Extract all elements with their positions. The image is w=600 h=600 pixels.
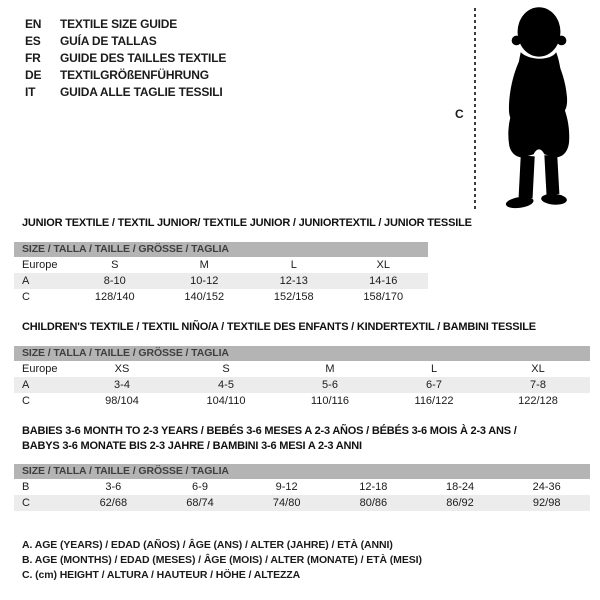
guide-title: TEXTILGRÖßENFÜHRUNG — [60, 67, 209, 82]
age-cell: 9-12 — [275, 481, 298, 493]
language-title-list — [25, 15, 226, 100]
row-label: C — [22, 291, 30, 303]
table-row — [14, 495, 590, 511]
row-label: Europe — [22, 259, 58, 271]
height-cell: 110/116 — [310, 395, 350, 407]
age-cell: 14-16 — [369, 275, 398, 287]
height-measure-label: C — [455, 107, 464, 121]
children-table-title: CHILDREN'S TEXTILE / TEXTIL NIÑO/A / TEXTILE DES ENFANTS / KINDERTEXTIL / BAMBINI TESSILE — [22, 321, 536, 333]
guide-title: GUÍA DE TALLAS — [60, 33, 157, 48]
size-cell: XL — [376, 259, 390, 271]
guide-title: GUIDA ALLE TAGLIE TESSILI — [60, 84, 223, 99]
size-cell: XL — [531, 363, 545, 375]
age-cell: 3-4 — [114, 379, 130, 391]
babies-size-table — [14, 464, 590, 511]
legend-age-years: A. AGE (YEARS) / EDAD (AÑOS) / ÂGE (ANS) / ALTER (JAHRE) / ETÀ (ANNI) — [22, 539, 393, 551]
age-cell: 3-6 — [105, 481, 122, 493]
table-row — [14, 257, 428, 273]
height-cell: 104/110 — [206, 395, 246, 407]
height-cell: 68/74 — [186, 497, 214, 509]
legend-height: C. (cm) HEIGHT / ALTURA / HAUTEUR / HÖHE / ALTEZZA — [22, 569, 301, 581]
size-cell: S — [222, 363, 230, 375]
height-cell: 128/140 — [94, 291, 135, 303]
age-cell: 7-8 — [530, 379, 546, 391]
size-header-bar: SIZE / TALLA / TAILLE / GRÖSSE / TAGLIA — [14, 242, 428, 257]
age-cell: 12-18 — [359, 481, 388, 493]
toddler-silhouette-icon — [490, 4, 588, 210]
age-cell: 6-7 — [426, 379, 442, 391]
table-row — [14, 377, 590, 393]
language-code: FR — [25, 50, 41, 65]
table-row — [14, 361, 590, 377]
language-row — [25, 49, 226, 66]
height-cell: 92/98 — [532, 497, 561, 509]
size-header-bar: SIZE / TALLA / TAILLE / GRÖSSE / TAGLIA — [14, 464, 590, 479]
height-cell: 98/104 — [105, 395, 139, 407]
legend — [22, 538, 422, 583]
language-row — [25, 66, 226, 83]
babies-table-title-line2: BABYS 3-6 MONATE BIS 2-3 JAHRE / BAMBINI 3-6 MESI A 2-3 ANNI — [22, 440, 362, 452]
table-row — [14, 289, 428, 305]
row-label: A — [22, 275, 30, 287]
legend-age-months: B. AGE (MONTHS) / EDAD (MESES) / ÂGE (MOIS) / ALTER (MONATE) / ETÀ (MESI) — [22, 554, 422, 566]
language-code: ES — [25, 33, 41, 48]
junior-table-title: JUNIOR TEXTILE / TEXTIL JUNIOR/ TEXTILE JUNIOR / JUNIORTEXTIL / JUNIOR TESSILE — [22, 217, 472, 229]
height-cell: 116/122 — [414, 395, 454, 407]
age-cell: 5-6 — [322, 379, 338, 391]
height-cell: 158/170 — [363, 291, 404, 303]
guide-title: GUIDE DES TAILLES TEXTILE — [60, 50, 227, 65]
size-cell: M — [199, 259, 209, 271]
age-cell: 18-24 — [445, 481, 475, 493]
row-label: B — [22, 481, 30, 493]
height-cell: 74/80 — [272, 497, 301, 509]
size-cell: L — [430, 363, 438, 375]
height-cell: 62/68 — [99, 497, 128, 509]
height-cell: 80/86 — [359, 497, 388, 509]
row-label: C — [22, 497, 30, 509]
children-size-table — [14, 346, 590, 409]
size-cell: M — [325, 363, 335, 375]
table-row — [14, 273, 428, 289]
babies-table-title-line1: BABIES 3-6 MONTH TO 2-3 YEARS / BEBÉS 3-6 MESES A 2-3 AÑOS / BÉBÉS 3-6 MOIS À 2-3 ANS / — [22, 425, 517, 437]
age-cell: 8-10 — [103, 275, 126, 287]
size-cell: S — [111, 259, 119, 271]
row-label: C — [22, 395, 30, 407]
row-label: A — [22, 379, 30, 391]
height-dashed-line — [474, 8, 476, 210]
table-row — [14, 479, 590, 495]
height-cell: 140/152 — [184, 291, 225, 303]
height-cell: 152/158 — [273, 291, 314, 303]
age-cell: 10-12 — [190, 275, 219, 287]
height-cell: 86/92 — [446, 497, 474, 509]
height-cell: 122/128 — [518, 395, 558, 407]
row-label: Europe — [22, 363, 58, 375]
age-cell: 12-13 — [279, 275, 308, 287]
age-cell: 24-36 — [532, 481, 561, 493]
language-row — [25, 83, 226, 100]
junior-size-table — [14, 242, 428, 305]
language-code: DE — [25, 67, 42, 82]
language-code: IT — [25, 84, 36, 99]
language-row — [25, 15, 226, 32]
size-cell: XS — [114, 363, 130, 375]
table-row — [14, 393, 590, 409]
language-row — [25, 32, 226, 49]
size-cell: L — [290, 259, 297, 271]
language-code: EN — [25, 16, 42, 31]
age-cell: 6-9 — [192, 481, 208, 493]
guide-title: TEXTILE SIZE GUIDE — [60, 16, 178, 31]
size-header-bar: SIZE / TALLA / TAILLE / GRÖSSE / TAGLIA — [14, 346, 590, 361]
age-cell: 4-5 — [218, 379, 234, 391]
